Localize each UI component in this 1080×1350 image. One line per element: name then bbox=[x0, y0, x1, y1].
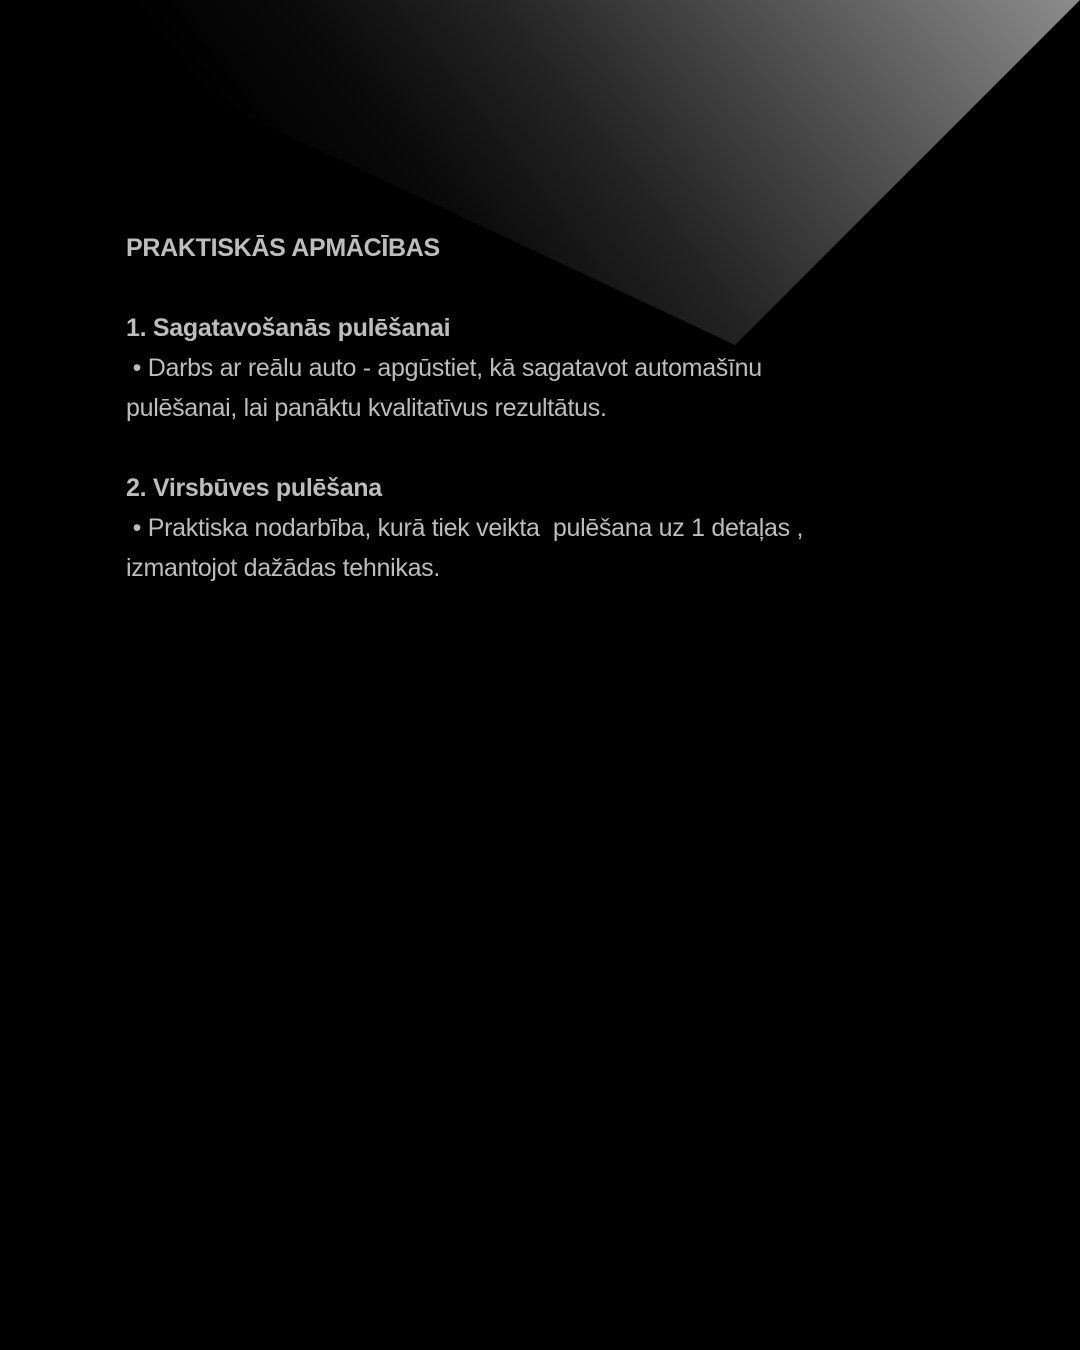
spacer bbox=[126, 428, 946, 468]
section-text: pulēšanai, lai panāktu kvalitatīvus rezultātus. bbox=[126, 394, 607, 422]
section-text: izmantojot dažādas tehnikas. bbox=[126, 554, 441, 582]
page-title: PRAKTISKĀS APMĀCĪBAS bbox=[126, 234, 440, 262]
section-heading: 1. Sagatavošanās pulēšanai bbox=[126, 314, 451, 342]
content bbox=[126, 228, 946, 588]
spacer bbox=[126, 268, 946, 308]
section-text: • Praktiska nodarbība, kurā tiek veikta pulēšana uz 1 detaļas , bbox=[126, 514, 804, 542]
section-heading: 2. Virsbūves pulēšana bbox=[126, 474, 382, 502]
section-text: • Darbs ar reālu auto - apgūstiet, kā sagatavot automašīnu bbox=[126, 354, 762, 382]
